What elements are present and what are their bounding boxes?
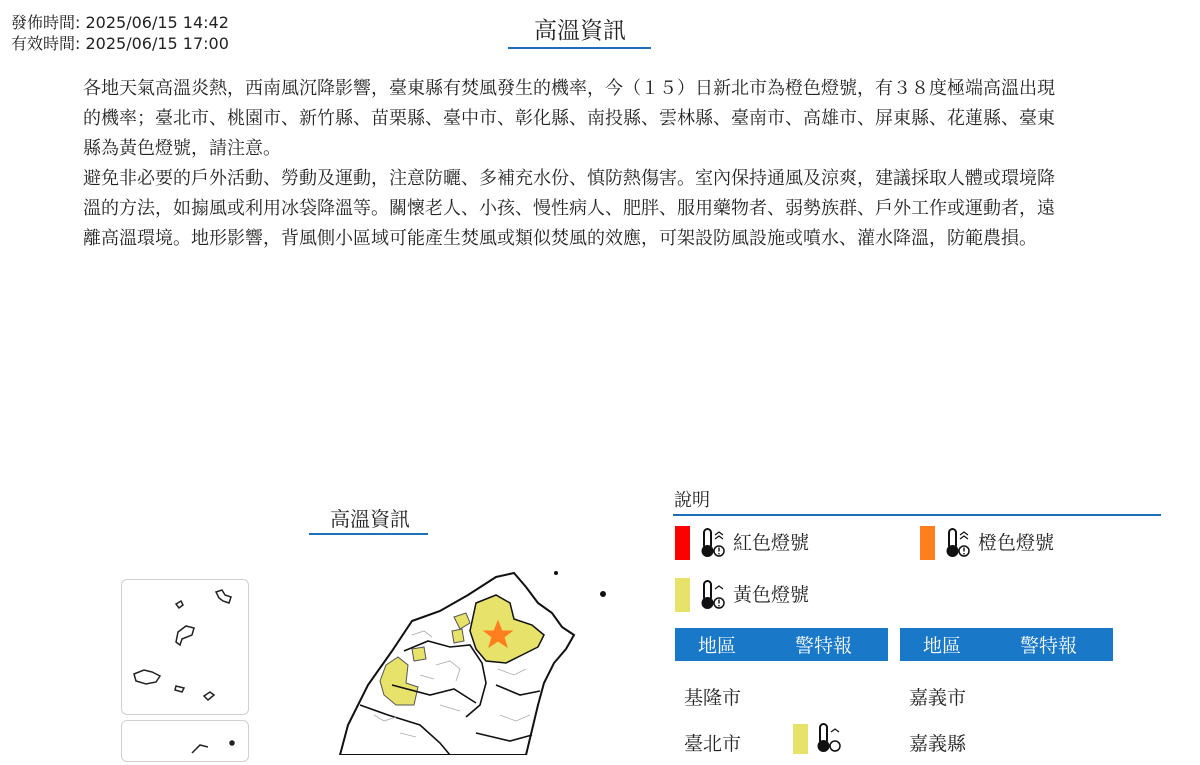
legend-label-yellow: 黃色燈號: [733, 584, 810, 606]
map-title-underline: [309, 533, 428, 535]
issue-time: 發佈時間: 2025/06/15 14:42: [11, 13, 229, 32]
column-header-region: 地區: [697, 635, 736, 657]
advisory-text: [83, 74, 1063, 254]
inset-map-islands: [121, 579, 249, 715]
table-row-region: 基隆市: [684, 687, 742, 709]
table-row-region: 臺北市: [684, 733, 742, 755]
inset-map-secondary: [121, 720, 249, 762]
legend-divider: [673, 514, 1161, 516]
table-row-region: 嘉義縣: [909, 733, 967, 755]
thermometer-alert-icon: [944, 527, 972, 559]
legend-item-orange: [920, 525, 1054, 561]
table-header-left: [675, 628, 888, 661]
yellow-swatch: [675, 578, 690, 612]
taiwan-outline: [340, 573, 574, 755]
column-header-warning: 警特報: [1019, 635, 1077, 657]
orange-swatch: [920, 526, 935, 560]
table-row-region: 嘉義市: [909, 687, 967, 709]
legend-label-red: 紅色燈號: [733, 532, 810, 554]
legend-label-orange: 橙色燈號: [978, 532, 1055, 554]
column-header-warning: 警特報: [794, 635, 852, 657]
red-swatch: [675, 526, 690, 560]
secondary-inset-outline: [122, 721, 248, 761]
map-title: 高溫資訊: [330, 507, 410, 531]
thermometer-alert-icon: [699, 579, 727, 611]
advisory-paragraph-1: 各地天氣高溫炎熱，西南風沉降影響，臺東縣有焚風發生的機率，今（１５）日新北市為橙色燈號，有３８度極端高溫出現的機率；臺北市、桃園市、新竹縣、苗栗縣、臺中市、彰化縣、南投縣、雲林縣、臺南市、高雄市、屏東縣、花蓮縣、臺東縣為黃色燈號，請注意。: [83, 78, 1055, 159]
advisory-paragraph-2: 避免非必要的戶外活動、勞動及運動，注意防曬、多補充水份、慎防熱傷害。室內保持通風及涼爽，建議採取人體或環境降溫的方法，如搧風或利用冰袋降溫等。關懷老人、小孩、慢性病人、肥胖、服用藥物者、弱勢族群、戶外工作或運動者，遠離高溫環境。地形影響，背風側小區域可能產生焚風或類似焚風的效應，可架設防風設施或噴水、灌水降溫，防範農損。: [83, 168, 1055, 249]
legend-caption: 說明: [674, 490, 710, 511]
legend-item-yellow: [675, 577, 809, 613]
islands-outline: [122, 580, 248, 714]
column-header-region: 地區: [922, 635, 961, 657]
thermometer-alert-icon: [815, 722, 843, 754]
table-header-right: [900, 628, 1113, 661]
taiwan-map[interactable]: [300, 565, 630, 755]
region-yellow-small-2: [452, 629, 464, 643]
timestamps: [11, 12, 229, 54]
thermometer-alert-icon: [699, 527, 727, 559]
row-level-swatch-yellow: [793, 724, 808, 754]
legend-item-red: [675, 525, 809, 561]
region-yellow-west-2: [412, 647, 426, 661]
page-title: 高溫資訊: [534, 18, 626, 44]
title-underline: [508, 47, 651, 49]
valid-time: 有效時間: 2025/06/15 17:00: [11, 34, 229, 53]
